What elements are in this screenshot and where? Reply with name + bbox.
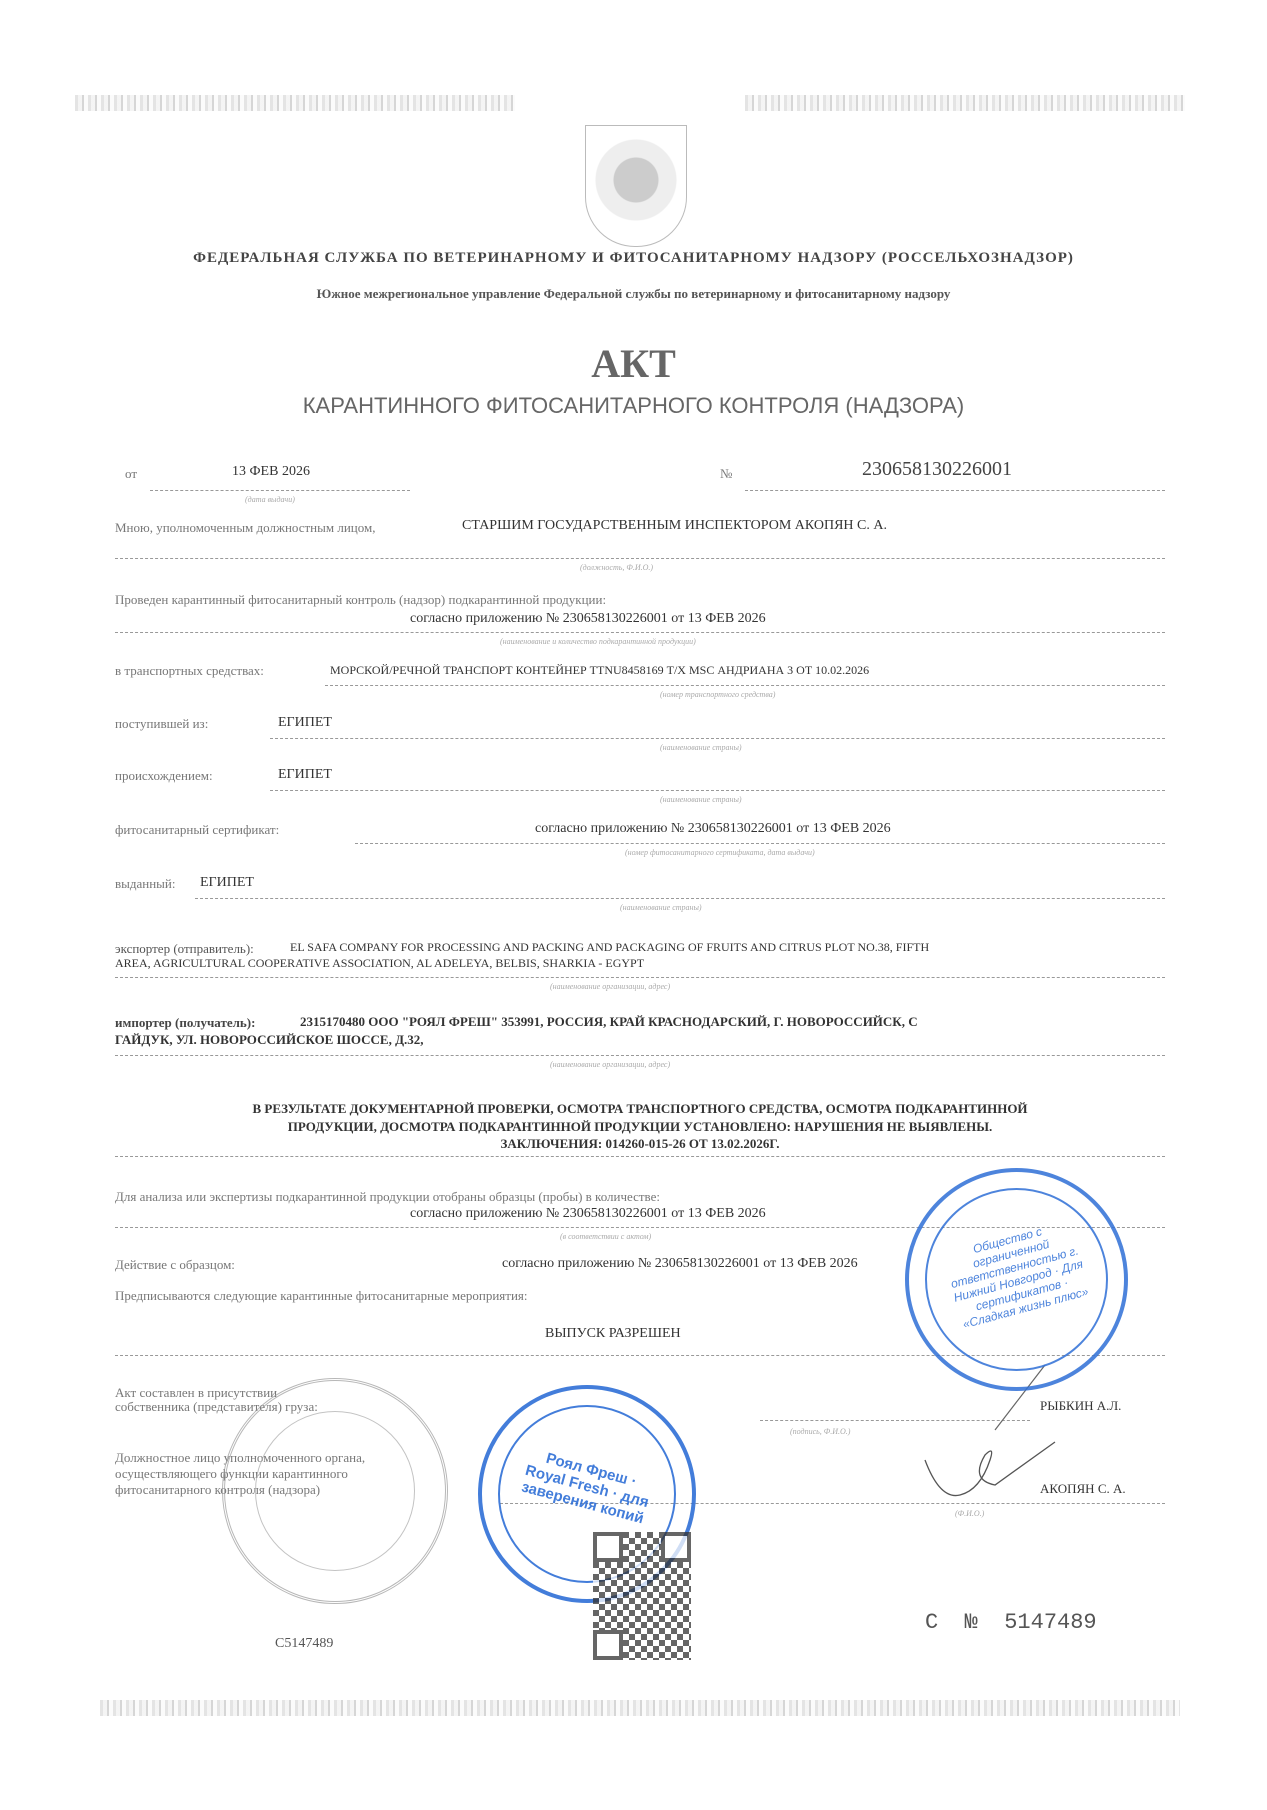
origin-hint: (наименование страны) <box>660 795 742 804</box>
owner-label-1: Акт составлен в присутствии <box>115 1385 278 1400</box>
act-number: 230658130226001 <box>862 458 1012 480</box>
issued-label: выданный: <box>115 876 176 891</box>
owner-hint: (подпись, Ф.И.О.) <box>790 1427 851 1436</box>
result-line-2: ПРОДУКЦИИ, ДОСМОТРА ПОДКАРАНТИННОЙ ПРОДУКЦИИ УСТАНОВЛЕНО: НАРУШЕНИЯ НЕ ВЫЯВЛЕНЫ. <box>287 1119 993 1134</box>
samples-label: Для анализа или экспертизы подкарантинной продукции отобраны образцы (пробы) в количестве: <box>115 1189 660 1204</box>
sweet-life-stamp-text: Общество с ограниченной ответственностью г. Нижний Новгород · Для сертификатов · «Сладкая жизнь плюс» <box>949 1224 1090 1332</box>
from-hint: (наименование страны) <box>660 743 742 752</box>
number-label: № <box>720 466 733 481</box>
from-label: поступившей из: <box>115 716 209 731</box>
samples-hint: (в соответствии с актом) <box>560 1232 652 1241</box>
inspector-hint: (должность, Ф.И.О.) <box>580 563 654 572</box>
top-ornament <box>745 95 1185 111</box>
official-name: АКОПЯН С. А. <box>1040 1481 1126 1496</box>
from-value: ЕГИПЕТ <box>278 715 332 730</box>
product-label: Проведен карантинный фитосанитарный контроль (надзор) подкарантинной продукции: <box>115 592 607 607</box>
samples-value: согласно приложению № 230658130226001 от 13 ФЕВ 2026 <box>410 1206 766 1221</box>
qr-code <box>593 1532 691 1660</box>
bottom-ornament <box>100 1700 1180 1716</box>
official-label-3: фитосанитарного контроля (надзора) <box>115 1482 321 1497</box>
date-label: от <box>125 466 138 481</box>
issued-hint: (наименование страны) <box>620 903 702 912</box>
exporter-hint: (наименование организации, адрес) <box>550 982 671 991</box>
certificate-value: согласно приложению № 230658130226001 от 13 ФЕВ 2026 <box>535 821 891 836</box>
issued-value: ЕГИПЕТ <box>200 875 254 890</box>
measures-label: Предписываются следующие карантинные фитосанитарные мероприятия: <box>115 1288 528 1303</box>
coat-of-arms-emblem <box>585 125 687 247</box>
certificate-label: фитосанитарный сертификат: <box>115 822 280 837</box>
royal-fresh-stamp-text: Роял Фреш · Royal Fresh · для заверения копий <box>519 1449 651 1528</box>
origin-label: происхождением: <box>115 768 213 783</box>
product-hint: (наименование и количество подкарантинной продукции) <box>500 637 696 646</box>
top-ornament <box>75 95 515 111</box>
date-hint: (дата выдачи) <box>245 495 295 504</box>
official-signature <box>920 1440 1060 1510</box>
document-title: АКТ <box>591 341 676 386</box>
sample-action-value: согласно приложению № 230658130226001 от 13 ФЕВ 2026 <box>502 1256 858 1271</box>
result-line-1: В РЕЗУЛЬТАТЕ ДОКУМЕНТАРНОЙ ПРОВЕРКИ, ОСМОТРА ТРАНСПОРТНОГО СРЕДСТВА, ОСМОТРА ПОДКАРАНТИННОЙ <box>252 1101 1028 1116</box>
exporter-line-2: AREA, AGRICULTURAL COOPERATIVE ASSOCIATION, AL ADELEYA, BELBIS, SHARKIA - EGYPT <box>115 956 645 970</box>
owner-label-2: собственника (представителя) груза: <box>115 1399 318 1414</box>
rosselkhoznadzor-stamp <box>222 1378 448 1604</box>
serial-number: С № 5147489 <box>925 1610 1097 1635</box>
importer-line-1: 2315170480 ООО "РОЯЛ ФРЕШ" 353991, РОССИЯ, КРАЙ КРАСНОДАРСКИЙ, Г. НОВОРОССИЙСК, С <box>300 1014 918 1029</box>
importer-label: импортер (получатель): <box>115 1015 256 1030</box>
official-label-1: Должностное лицо уполномоченного органа, <box>115 1450 366 1465</box>
act-date: 13 ФЕВ 2026 <box>232 464 310 479</box>
sample-action-label: Действие с образцом: <box>115 1257 235 1272</box>
department-title: Южное межрегиональное управление Федеральной службы по ветеринарному и фитосанитарному надзору <box>316 286 951 301</box>
transport-label: в транспортных средствах: <box>115 663 264 678</box>
transport-hint: (номер транспортного средства) <box>660 690 776 699</box>
agency-title: ФЕДЕРАЛЬНАЯ СЛУЖБА ПО ВЕТЕРИНАРНОМУ И ФИТОСАНИТАРНОМУ НАДЗОРУ (РОССЕЛЬХОЗНАДЗОР) <box>193 250 1074 266</box>
official-hint: (Ф.И.О.) <box>955 1509 985 1518</box>
exporter-label: экспортер (отправитель): <box>115 941 254 956</box>
result-line-3: ЗАКЛЮЧЕНИЯ: 014260-015-26 ОТ 13.02.2026Г. <box>500 1136 780 1151</box>
document-subtitle: КАРАНТИННОГО ФИТОСАНИТАРНОГО КОНТРОЛЯ (НАДЗОРА) <box>302 393 965 418</box>
inspector-label: Мною, уполномоченным должностным лицом, <box>115 520 376 535</box>
origin-value: ЕГИПЕТ <box>278 767 332 782</box>
certificate-hint: (номер фитосанитарного сертификата, дата выдачи) <box>625 848 815 857</box>
official-label-2: осуществляющего функции карантинного <box>115 1466 348 1481</box>
inspector-value: СТАРШИМ ГОСУДАРСТВЕННЫМ ИНСПЕКТОРОМ АКОПЯН С. А. <box>462 518 887 533</box>
exporter-line-1: EL SAFA COMPANY FOR PROCESSING AND PACKING AND PACKAGING OF FRUITS AND CITRUS PLOT NO.38, FIFTH <box>290 940 930 954</box>
sweet-life-stamp <box>905 1168 1128 1391</box>
serial-small: C5147489 <box>275 1636 334 1651</box>
importer-line-2: ГАЙДУК, УЛ. НОВОРОССИЙСКОЕ ШОССЕ, Д.32, <box>115 1032 424 1047</box>
importer-hint: (наименование организации, адрес) <box>550 1060 671 1069</box>
owner-name: РЫБКИН А.Л. <box>1040 1398 1122 1413</box>
transport-value: МОРСКОЙ/РЕЧНОЙ ТРАНСПОРТ КОНТЕЙНЕР TTNU8458169 Т/Х MSC АНДРИАНА 3 ОТ 10.02.2026 <box>330 663 870 677</box>
measures-value: ВЫПУСК РАЗРЕШЕН <box>545 1326 681 1341</box>
product-value: согласно приложению № 230658130226001 от 13 ФЕВ 2026 <box>410 611 766 626</box>
